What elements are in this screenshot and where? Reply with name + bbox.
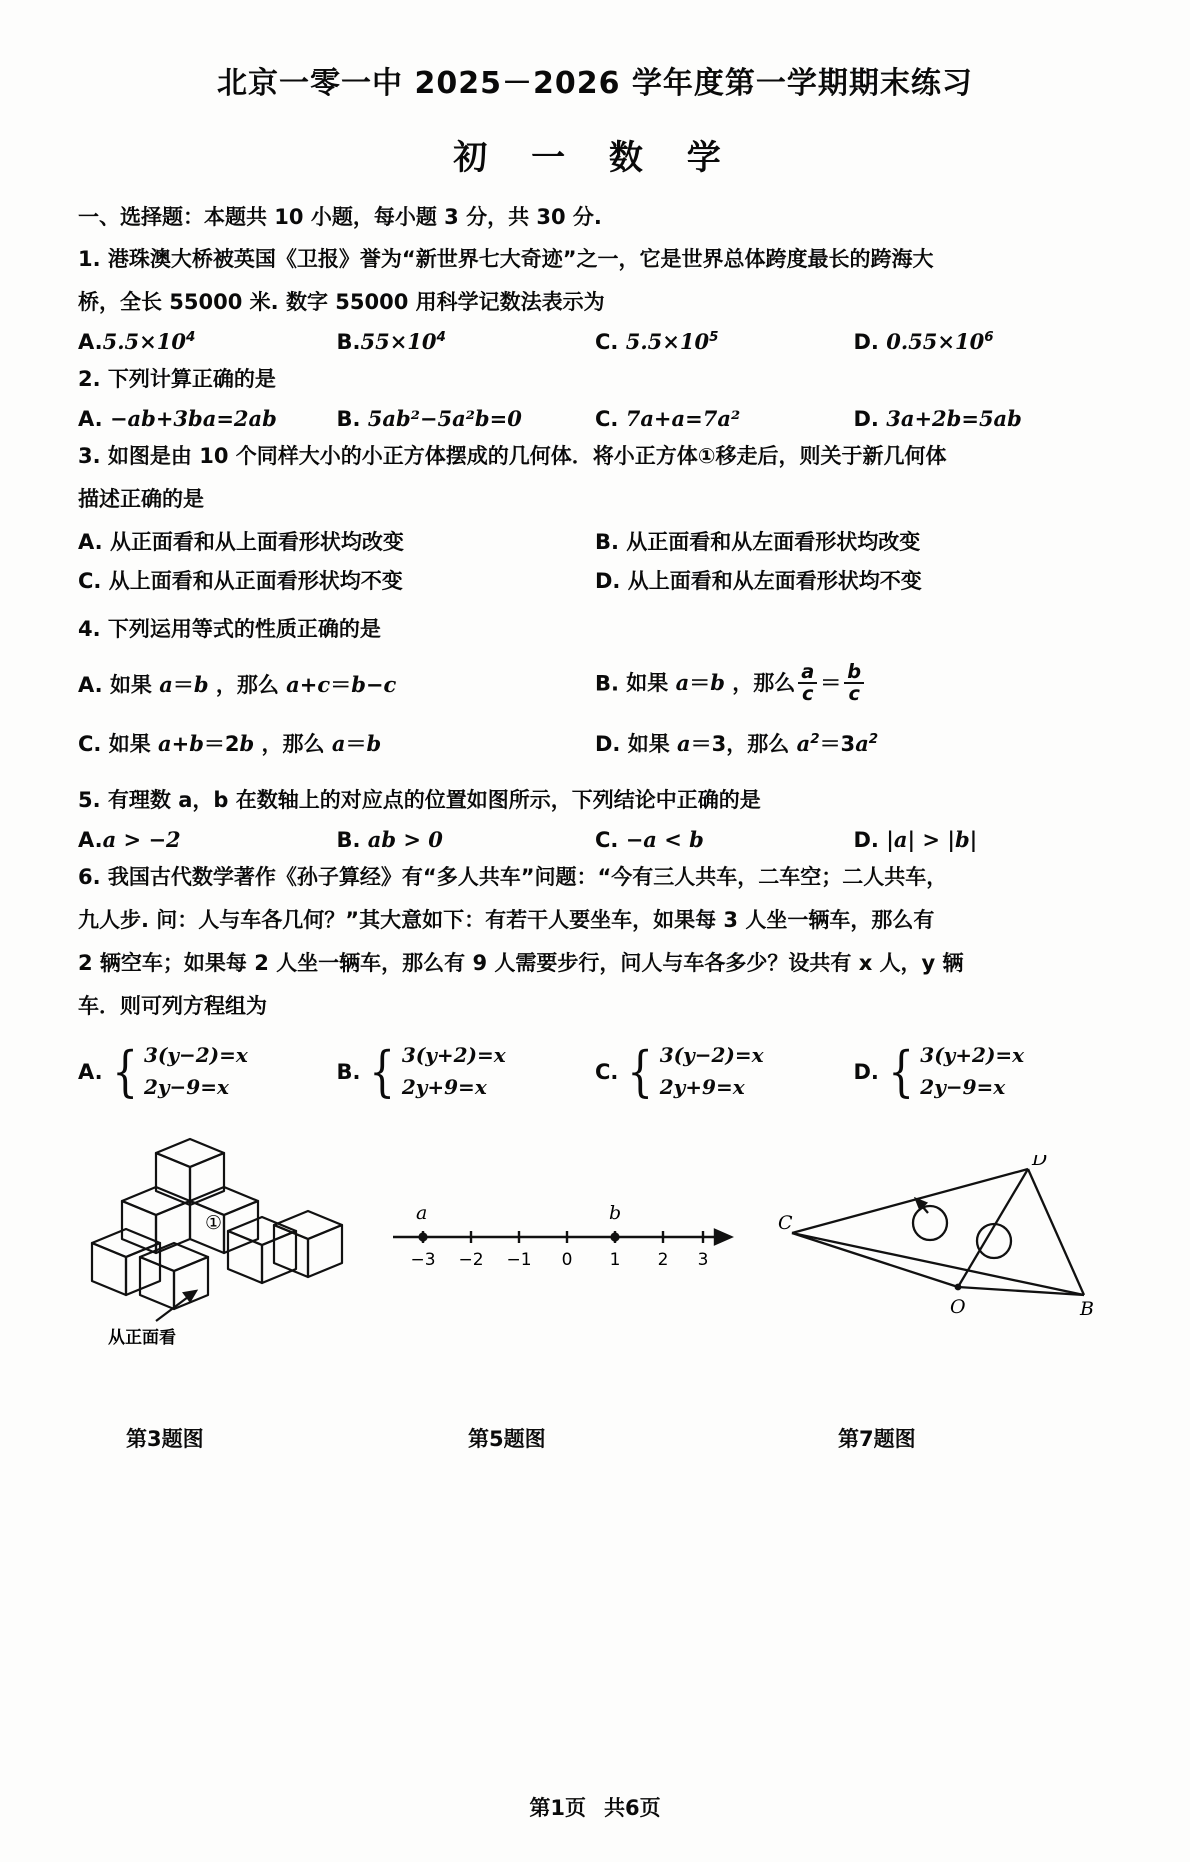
cube-figure-svg bbox=[78, 1125, 358, 1355]
option-6-D-label: D. bbox=[853, 1059, 879, 1084]
cube-figure-caption: 第3题图 bbox=[126, 1427, 204, 1452]
option-2-C-label: C. bbox=[595, 406, 619, 431]
triangle-figure bbox=[778, 1155, 1098, 1339]
page-footer bbox=[0, 1792, 1190, 1822]
question-4-options-row2 bbox=[78, 728, 1112, 758]
option-3-B-expr: 从正面看和从左面看形状均改变 bbox=[626, 530, 921, 555]
question-3-line2-row bbox=[78, 481, 1112, 517]
option-5-A-expr: a > −2 bbox=[102, 826, 181, 852]
option-5-C[interactable] bbox=[595, 827, 854, 852]
option-4-B[interactable] bbox=[595, 660, 1112, 706]
question-5 bbox=[78, 782, 1112, 818]
option-2-A-label: A. bbox=[78, 406, 103, 431]
brace-glyph: { bbox=[369, 1039, 396, 1103]
question-6-line3-row bbox=[78, 945, 1112, 981]
option-5-A-label: A. bbox=[78, 827, 103, 852]
question-5-options bbox=[78, 827, 1112, 852]
question-1-number: 1. bbox=[78, 246, 101, 271]
question-6-line4: 车．则可列方程组为 bbox=[78, 994, 267, 1019]
option-1-A-label: A. bbox=[78, 329, 103, 354]
option-2-C-expr: 7a+a=7a² bbox=[625, 405, 741, 431]
section-instruction: ：本题共 10 小题，每小题 3 分，共 30 分. bbox=[183, 205, 602, 229]
svg-text:2: 2 bbox=[657, 1250, 669, 1271]
question-3-line2: 描述正确的是 bbox=[78, 486, 204, 511]
vertex-D-label: D bbox=[1032, 1155, 1048, 1171]
option-5-C-label: C. bbox=[595, 827, 619, 852]
option-6-C-eq1: 3(y−2)=x bbox=[659, 1043, 764, 1068]
option-3-B[interactable] bbox=[595, 526, 1112, 556]
option-3-D-label: D. bbox=[595, 569, 621, 594]
cube-label: ① bbox=[205, 1212, 223, 1235]
vertex-O-label: O bbox=[950, 1296, 966, 1319]
option-4-C-expr: 如果 a+b＝2b ，那么 a＝b bbox=[108, 730, 382, 756]
option-2-D-label: D. bbox=[853, 406, 879, 431]
option-1-C[interactable] bbox=[595, 329, 854, 354]
option-2-B-expr: 5ab²−5a²b=0 bbox=[367, 405, 522, 431]
point-a-dot bbox=[418, 1233, 427, 1242]
option-1-D-label: D. bbox=[853, 329, 879, 354]
question-1-line1: 港珠澳大桥被英国《卫报》誉为“新世界七大奇迹”之一，它是世界总体跨度最长的跨海大 bbox=[107, 246, 934, 271]
option-5-D-expr: |a| > |b| bbox=[886, 826, 978, 852]
question-4-number: 4. bbox=[78, 617, 101, 642]
point-b-label: b bbox=[609, 1202, 622, 1225]
numberline-ticks bbox=[410, 1250, 708, 1270]
option-6-C-eq2: 2y+9=x bbox=[659, 1074, 745, 1099]
option-6-D[interactable] bbox=[854, 1040, 1113, 1103]
option-6-A-system bbox=[108, 1040, 248, 1103]
question-6-options bbox=[78, 1040, 1112, 1103]
option-1-D-expr: 0.55×10 bbox=[886, 328, 985, 354]
option-6-B[interactable] bbox=[337, 1040, 596, 1103]
svg-text:1: 1 bbox=[609, 1250, 621, 1271]
option-1-C-label: C. bbox=[595, 329, 619, 354]
question-5-line1: 有理数 a，b 在数轴上的对应点的位置如图所示，下列结论中正确的是 bbox=[107, 787, 761, 812]
option-1-A-exp: 4 bbox=[185, 329, 196, 345]
question-6-number: 6. bbox=[78, 864, 101, 889]
question-3 bbox=[78, 438, 1112, 474]
cube-annotation: 从正面看 bbox=[108, 1328, 176, 1349]
svg-text:−2: −2 bbox=[458, 1250, 484, 1271]
option-6-C[interactable] bbox=[595, 1040, 854, 1103]
option-6-B-label: B. bbox=[336, 1059, 361, 1084]
option-4-C-label: C. bbox=[78, 731, 102, 756]
numberline-svg bbox=[383, 1193, 743, 1303]
vertex-B-label: B bbox=[1080, 1298, 1094, 1321]
option-5-D[interactable] bbox=[854, 827, 1113, 852]
triangle-vertex-labels bbox=[778, 1155, 1094, 1320]
option-1-B-exp: 4 bbox=[436, 329, 446, 345]
vertex-C-label: C bbox=[778, 1212, 793, 1235]
option-6-D-eq1: 3(y+2)=x bbox=[920, 1043, 1025, 1068]
option-3-A-expr: 从正面看和从上面看形状均改变 bbox=[109, 530, 404, 555]
option-6-A-eq1: 3(y−2)=x bbox=[143, 1043, 248, 1068]
option-2-B-label: B. bbox=[336, 406, 361, 431]
question-4-options-row1 bbox=[78, 660, 1112, 706]
option-2-C[interactable] bbox=[595, 406, 854, 431]
question-3-options-row1 bbox=[78, 526, 1112, 556]
section-label: 一、选择题 bbox=[78, 205, 183, 229]
option-3-D-expr: 从上面看和从左面看形状均不变 bbox=[627, 569, 922, 594]
question-6-line2-row bbox=[78, 902, 1112, 938]
svg-text:3: 3 bbox=[697, 1250, 709, 1271]
option-2-A-expr: −ab+3ba=2ab bbox=[109, 405, 277, 431]
option-1-D[interactable] bbox=[854, 329, 1113, 354]
numberline-figure-caption: 第5题图 bbox=[468, 1427, 546, 1452]
svg-text:−3: −3 bbox=[410, 1250, 436, 1271]
option-6-B-eq1: 3(y+2)=x bbox=[401, 1043, 506, 1068]
option-5-B-label: B. bbox=[336, 827, 361, 852]
question-6-line1: 我国古代数学著作《孙子算经》有“多人共车”问题：“今有三人共车，二车空；二人共车， bbox=[107, 864, 948, 889]
option-1-C-exp: 5 bbox=[709, 329, 719, 345]
option-6-A-label: A. bbox=[78, 1059, 103, 1084]
question-1 bbox=[78, 241, 1112, 277]
option-3-C[interactable] bbox=[78, 565, 595, 595]
question-3-line1: 如图是由 10 个同样大小的小正方体摆成的几何体．将小正方体①移走后，则关于新几何体 bbox=[107, 443, 947, 468]
option-1-A[interactable] bbox=[78, 329, 337, 354]
footer-total-label: 共6页 bbox=[604, 1796, 661, 1820]
question-6-line4-row bbox=[78, 988, 1112, 1024]
svg-text:−1: −1 bbox=[506, 1250, 532, 1271]
option-6-D-eq2: 2y−9=x bbox=[920, 1074, 1006, 1099]
triangle-figure-caption: 第7题图 bbox=[838, 1427, 916, 1452]
option-6-B-eq2: 2y+9=x bbox=[401, 1074, 487, 1099]
question-6-line2: 九人步. 问：人与车各几何？”其大意如下：有若干人要坐车，如果每 3 人坐一辆车，那么有 bbox=[78, 907, 935, 932]
option-6-A-eq2: 2y−9=x bbox=[143, 1074, 229, 1099]
option-5-D-label: D. bbox=[853, 827, 879, 852]
option-4-A[interactable] bbox=[78, 669, 595, 699]
option-2-B[interactable] bbox=[337, 406, 596, 431]
option-6-A[interactable] bbox=[78, 1040, 337, 1103]
question-1-line2-row bbox=[78, 284, 1112, 320]
question-6 bbox=[78, 859, 1112, 895]
option-3-A-label: A. bbox=[78, 530, 103, 555]
question-4 bbox=[78, 611, 1112, 647]
question-2-line1: 下列计算正确的是 bbox=[107, 366, 276, 391]
option-1-C-expr: 5.5×10 bbox=[625, 328, 710, 354]
question-6-line3: 2 辆空车；如果每 2 人坐一辆车，那么有 9 人需要步行，问人与车各多少？设共有 x 人，y 辆 bbox=[78, 951, 964, 976]
exam-content bbox=[78, 201, 1112, 1459]
option-1-A-expr: 5.5×10 bbox=[102, 328, 186, 354]
option-6-B-system bbox=[365, 1040, 505, 1103]
option-5-A[interactable] bbox=[78, 827, 337, 852]
option-6-C-system bbox=[623, 1040, 763, 1103]
question-2-options bbox=[78, 406, 1112, 431]
point-b-dot bbox=[610, 1233, 619, 1242]
option-4-D-label: D. bbox=[595, 731, 621, 756]
question-1-line2: 桥，全长 55000 米. 数字 55000 用科学记数法表示为 bbox=[78, 289, 605, 314]
option-2-D[interactable] bbox=[854, 406, 1113, 431]
option-3-B-label: B. bbox=[595, 530, 619, 555]
option-4-B-expr: 如果 a＝b ，那么 $\frac{a}{c}$ ＝ $\frac{b}{c}$ bbox=[626, 671, 867, 695]
option-5-B[interactable] bbox=[337, 827, 596, 852]
option-4-A-label: A. bbox=[78, 673, 103, 698]
svg-text:0: 0 bbox=[561, 1250, 573, 1271]
page-title: 北京一零一中 2025－2026 学年度第一学期期末练习 bbox=[217, 66, 973, 101]
option-4-D[interactable] bbox=[595, 728, 1112, 758]
cube-figure bbox=[78, 1125, 358, 1359]
option-4-C[interactable] bbox=[78, 728, 595, 758]
exam-page bbox=[0, 58, 1190, 1862]
option-2-A[interactable] bbox=[78, 406, 337, 431]
question-1-options bbox=[78, 329, 1112, 354]
triangle-svg bbox=[778, 1155, 1098, 1335]
question-2 bbox=[78, 361, 1112, 397]
section-header bbox=[78, 201, 1112, 234]
option-4-A-expr: 如果 a＝b ，那么 a+c＝b−c bbox=[109, 672, 397, 698]
subject-title: 初 一 数 学 bbox=[453, 138, 737, 178]
option-3-C-expr: 从上面看和从正面看形状均不变 bbox=[108, 569, 403, 594]
question-2-number: 2. bbox=[78, 366, 101, 391]
figure-captions bbox=[78, 1423, 1112, 1459]
question-4-line1: 下列运用等式的性质正确的是 bbox=[107, 617, 381, 642]
question-3-options-row2 bbox=[78, 565, 1112, 595]
option-3-C-label: C. bbox=[78, 569, 102, 594]
option-4-D-expr: 如果 a＝3，那么 $a^2=3a^2$ bbox=[627, 730, 879, 756]
option-3-A[interactable] bbox=[78, 526, 595, 556]
option-4-B-label: B. bbox=[595, 671, 619, 696]
brace-glyph: { bbox=[888, 1039, 914, 1103]
footer-page-label: 第1页 bbox=[529, 1796, 586, 1820]
question-3-number: 3. bbox=[78, 443, 101, 468]
point-a-label: a bbox=[416, 1202, 428, 1225]
option-1-B[interactable] bbox=[337, 329, 596, 354]
figures-row bbox=[78, 1125, 1112, 1415]
vertex-O-dot bbox=[955, 1284, 962, 1291]
numberline-figure bbox=[383, 1193, 743, 1307]
option-6-C-label: C. bbox=[595, 1059, 619, 1084]
option-1-B-label: B. bbox=[336, 329, 361, 354]
option-1-D-exp: 6 bbox=[984, 329, 994, 345]
option-5-C-expr: −a < b bbox=[625, 826, 704, 852]
option-6-D-system bbox=[884, 1040, 1024, 1103]
option-5-B-expr: ab > 0 bbox=[367, 826, 443, 852]
question-5-number: 5. bbox=[78, 787, 101, 812]
option-2-D-expr: 3a+2b=5ab bbox=[886, 405, 1022, 431]
brace-glyph: { bbox=[111, 1039, 138, 1103]
option-3-D[interactable] bbox=[595, 565, 1112, 595]
brace-glyph: { bbox=[627, 1039, 654, 1103]
option-1-B-expr: 55×10 bbox=[360, 328, 437, 354]
